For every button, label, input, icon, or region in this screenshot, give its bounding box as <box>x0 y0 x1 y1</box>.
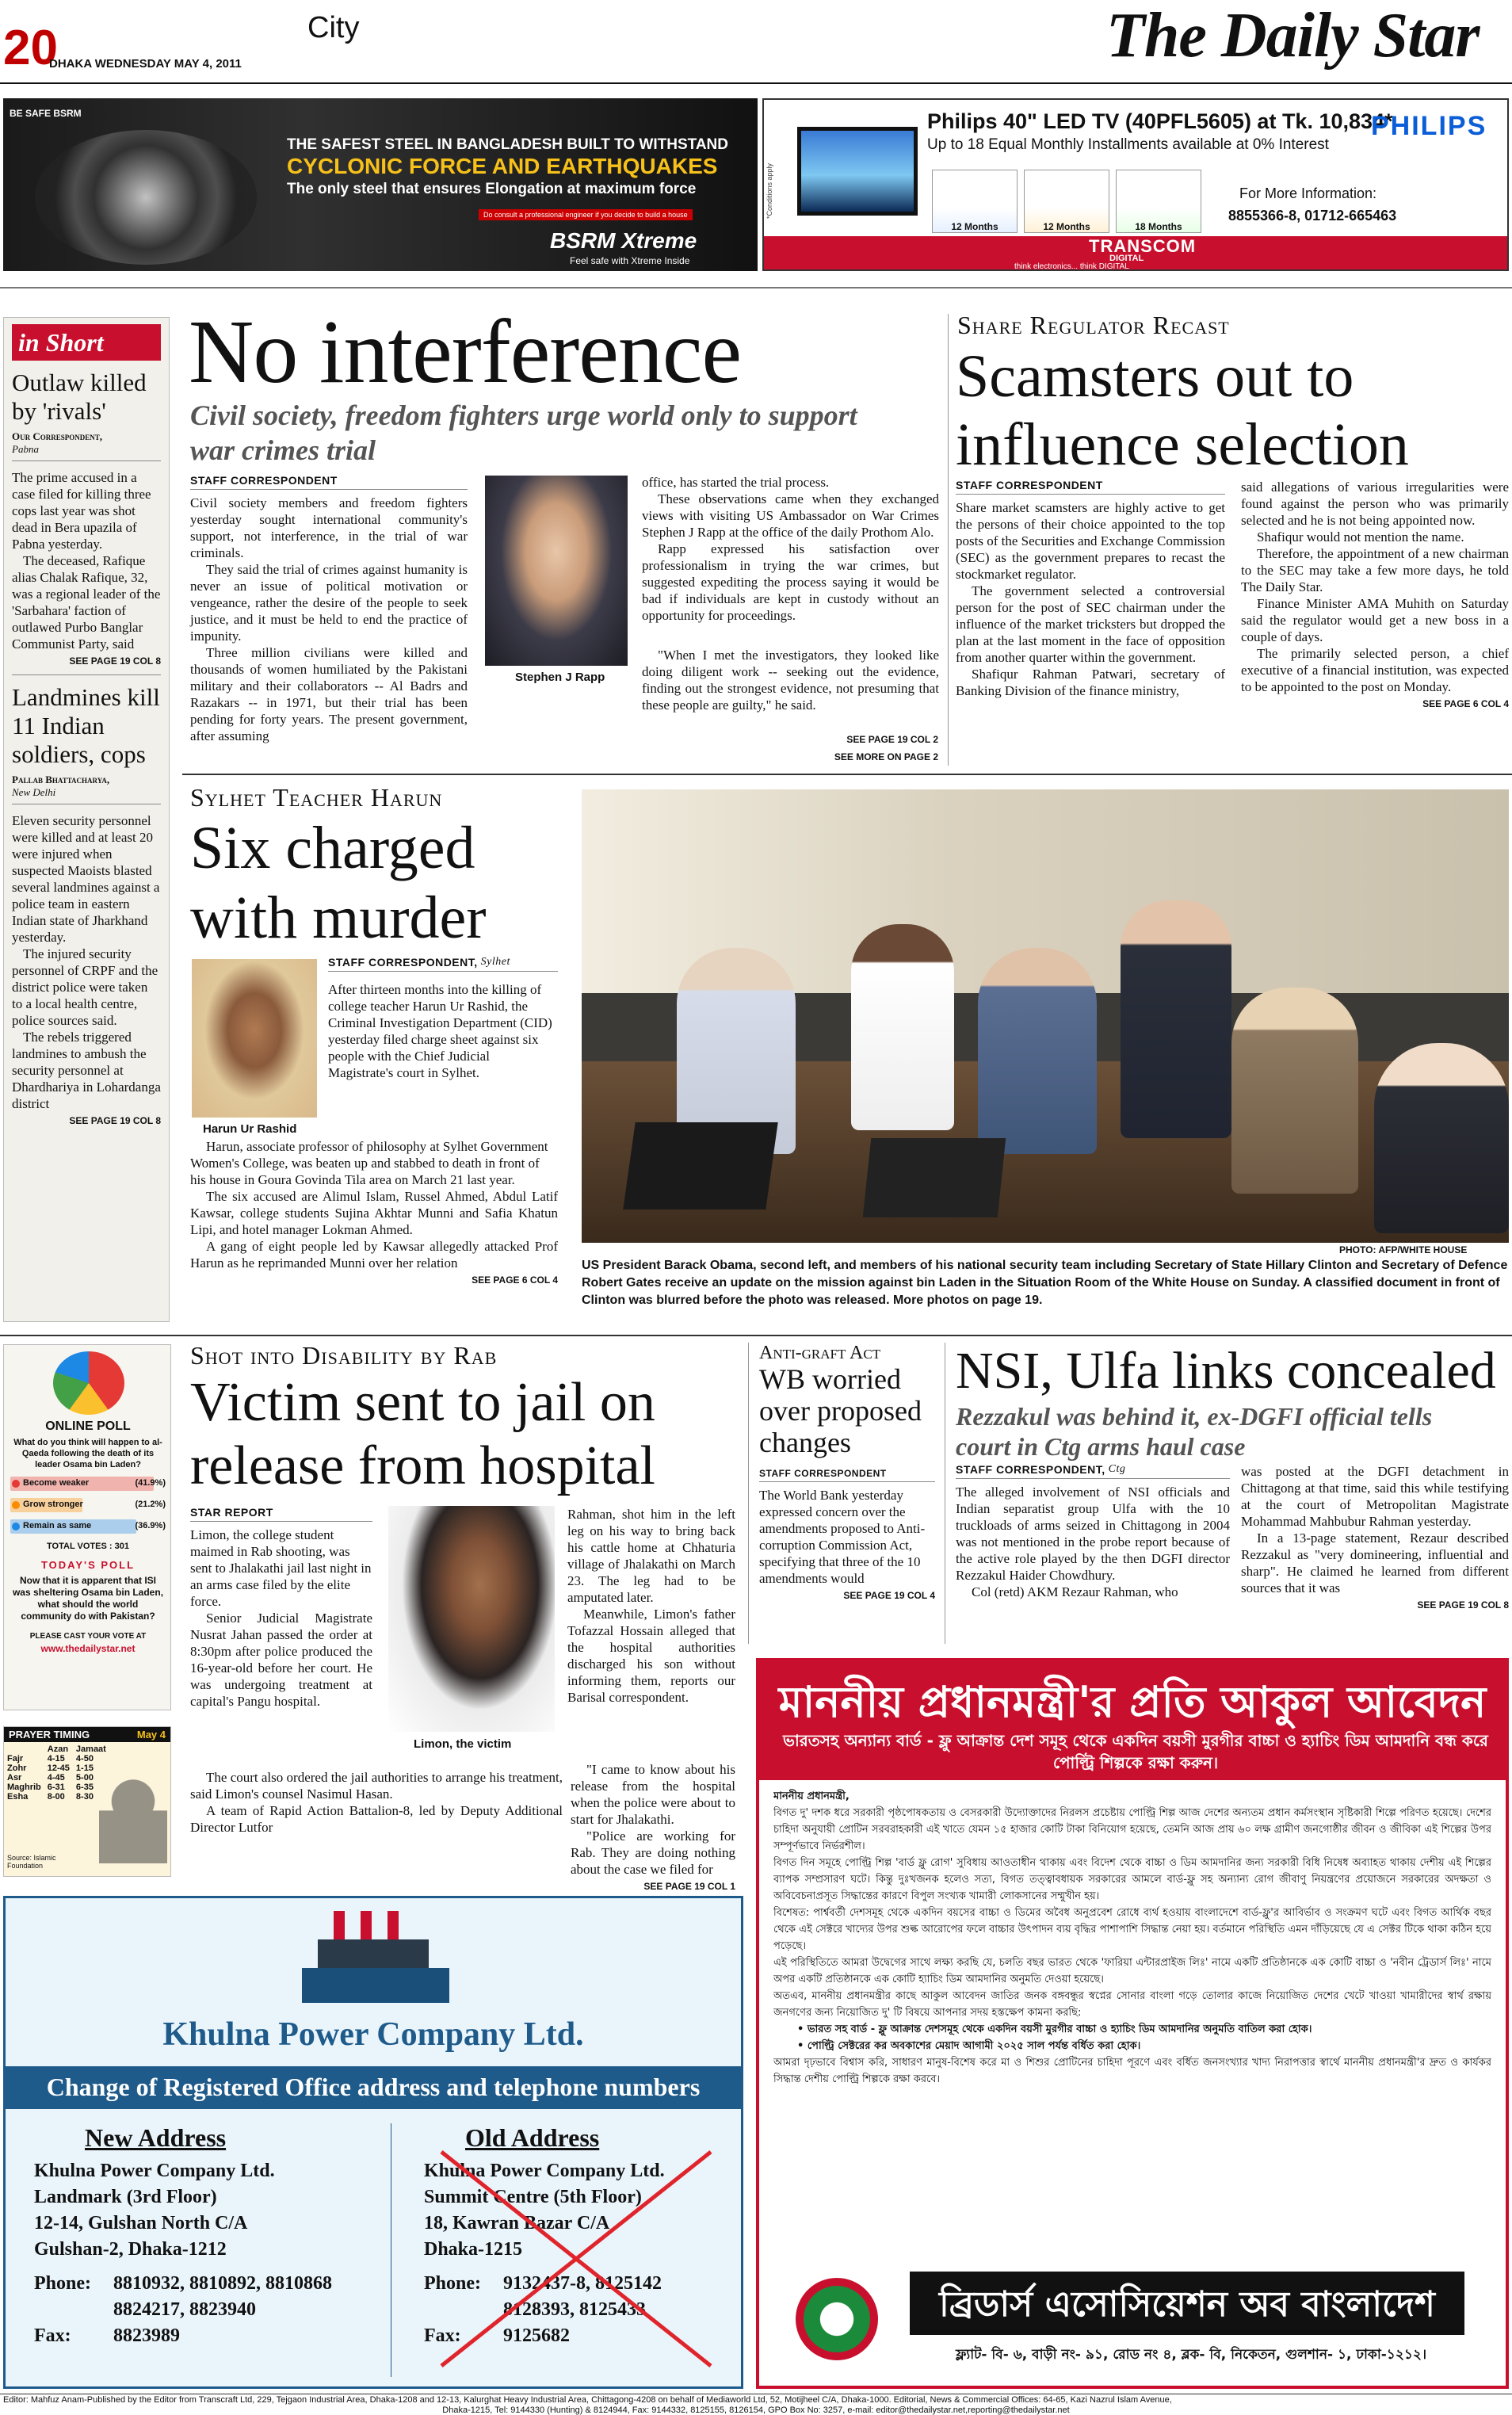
new-phone: Phone: 8810932, 8810892, 8810868 8824217, 8823940 Fax: 8823989 <box>34 2273 332 2346</box>
installment-badges <box>932 170 1201 233</box>
prayer-title-bar: PRAYER TIMING May 4 <box>4 1727 170 1742</box>
dateline: DHAKA WEDNESDAY MAY 4, 2011 <box>49 57 242 71</box>
paragraph: Therefore, the appointment of a new chairman to the SEC may take a few more days, he told The Daily Star. <box>1241 546 1509 594</box>
poll-total: TOTAL VOTES : 301 <box>47 1542 129 1551</box>
bsrm-line2: CYCLONIC FORCE AND EARTHQUAKES <box>287 154 718 178</box>
masthead-title: The Daily Star <box>1106 1 1480 71</box>
appeal-bullet: • ভারত সহ বার্ড - ফ্লু আক্রান্ত দেশসমূহ থেকে একদিন বয়সী মুরগীর বাচ্চা ও হ্যাচিং ডিম আমদানির অনুমতি বাতিল করা হোক। <box>797 2023 1312 2035</box>
paragraph: Shafiqur Rahman Patwari, secretary of Banking Division of the finance ministry, <box>956 667 1225 698</box>
rapp-photo <box>485 476 628 666</box>
philips-ad <box>762 98 1509 271</box>
philips-subline: Up to 18 Equal Monthly Installments available at 0% Interest <box>927 136 1329 153</box>
paragraph: এই পরিস্থিতিতে আমরা উদ্বেগের সাথে লক্ষ্য করছি যে, চলতি বছর ভারত থেকে 'ফারিয়া এন্টারপ্রাইজ লিঃ' নামে একটি প্রতিষ্ঠানকে এক কোটি বাচ্চা ও 'নবীন ট্রেডার্স লিঃ' নামে অপর একটি প্রতিষ্ঠানকে এক কোটি হ্যাচিং ডিম আমদানির অনুমতি দেওয়া হয়েছে। <box>773 1957 1491 1985</box>
prayer-row: Zohr 12-45 1-15 <box>7 1763 94 1773</box>
inshort-logo: in Short <box>12 324 161 361</box>
prayer-source: Source: Islamic Foundation <box>7 1854 56 1870</box>
poll-cta: PLEASE CAST YOUR VOTE AT <box>29 1632 147 1641</box>
prayer-row: Fajr 4-15 4-50 <box>7 1754 94 1763</box>
byline: Pallab Bhattacharya, <box>12 774 110 785</box>
masthead-rule <box>0 82 1512 84</box>
paragraph: Shafiqur would not mention the name. <box>1257 529 1464 545</box>
salutation: মাননীয় প্রধানমন্ত্রী, <box>773 1790 850 1802</box>
victim-col-1 <box>190 1506 372 1710</box>
harun-kicker: Sylhet Teacher Harun <box>190 783 443 812</box>
paragraph: The World Bank yesterday expressed concern over the amendments proposed to Anti-corruption Commission Act, specifying that three of the 10 amendments would <box>759 1488 926 1586</box>
victim-headline: Victim sent to jail on release from hospital <box>190 1372 656 1496</box>
jump-line: SEE PAGE 19 COL 8 <box>69 1115 161 1126</box>
scam-kicker: Share Regulator Recast <box>957 311 1230 339</box>
scam-headline: Scamsters out to influence selection <box>956 343 1409 478</box>
victim-kicker: Shot into Disability by Rab <box>190 1341 498 1370</box>
bsrm-ad <box>3 98 758 271</box>
poll-url-link[interactable]: www.thedailystar.net <box>40 1643 136 1654</box>
bangla-appeal-ad <box>756 1658 1509 2389</box>
paragraph: Share market scamsters are highly active to get the persons of their choice appointed to the top posts of the Securities and Exchange Commission (SEC) as the government prepares to recast the stockmarket regulator. <box>956 500 1225 582</box>
inshort-sidebar <box>3 317 170 1322</box>
paragraph: "When I met the investigators, they looked like doing diligent work -- seeking out the evidence, finding out the strongest evidence, not presuming that these people are guilty," he said. <box>642 648 939 713</box>
nsi-col-1 <box>956 1463 1230 1600</box>
paragraph: Finance Minister AMA Muhith on Saturday said the regulator would get a new boss in a couple of days. <box>1241 596 1509 644</box>
section-label: City <box>307 11 360 44</box>
paragraph: Three million civilians were killed and thousands of women humiliated by the Pakistani military and their collaborators -- Al Badrs and Razakars -- in 1971, but their trial has been pending for forty years. The present government, after assuming <box>190 645 468 743</box>
philips-conditions: *Conditions apply <box>766 162 773 219</box>
prayer-row: Esha 8-00 8-30 <box>7 1792 94 1802</box>
scam-col-1 <box>956 479 1225 699</box>
mosque-silhouette-icon <box>99 1775 167 1863</box>
poll-option <box>10 1477 166 1496</box>
harun-body <box>190 1138 558 1286</box>
section-rule <box>0 1335 1512 1336</box>
paragraph: The alleged involvement of NSI officials and Indian separatist group Ulfa with the 10 truckloads of arms seized in Chittagong in 2004 was not mentioned in the probe report because of the active role played by the then DGFI director Rezzakul Haider Chowdhury. <box>956 1485 1230 1583</box>
paragraph: অতএব, মাননীয় প্রধানমন্ত্রীর কাছে আকুল আবেদন জাতির জনক বঙ্গবন্ধুর স্বপ্নের সোনার বাংলা গড়ে তোলার কাজে নিয়োজিত দেশের খেটে খাওয়া খামারীদের স্বার্থ রক্ষায় জনগণের জন্য নিয়োজিত দু' টি বিষয়ে আপনার সদয় হস্তক্ষেপ কামনা করছি: <box>773 1990 1491 2019</box>
installment-badge: 18 Months <box>1116 170 1201 233</box>
photo-figure <box>851 924 954 1130</box>
paragraph: The rebels triggered landmines to ambush the security personnel at Dhardhariya in Lohardanga district <box>12 1030 161 1111</box>
byline: STAFF CORRESPONDENT <box>759 1468 935 1482</box>
jump-line: SEE PAGE 6 COL 4 <box>1422 698 1509 709</box>
swirl-graphic <box>35 130 257 265</box>
inshort-story-1 <box>12 369 161 667</box>
paragraph: office, has started the trial process. <box>642 475 830 490</box>
old-address-title: Old Address <box>465 2123 600 2152</box>
column-rule <box>948 314 949 766</box>
prayer-row: Maghrib 6-31 6-35 <box>7 1783 94 1792</box>
paragraph: Rapp expressed his satisfaction over professionalism in trying the war crimes, but suggested expediting the process saying it would be bad if individuals are kept in custody without an opportunity for proceedings. <box>642 541 939 623</box>
photo-figure <box>1374 1043 1509 1233</box>
photo-caption: Limon, the victim <box>414 1737 512 1751</box>
byline: STAFF CORRESPONDENT <box>956 479 1225 495</box>
wb-body <box>759 1468 935 1601</box>
lead-col-2a <box>642 474 939 624</box>
paragraph: The prime accused in a case filed for killing three cops last year was shot dead in Bera upazila of Pabna yesterday. <box>12 470 151 552</box>
byline: STAFF CORRESPONDENT, Ctg <box>956 1463 1230 1479</box>
inshort-story-2 <box>12 683 161 1126</box>
paragraph: The deceased, Rafique alias Chalak Rafique, 32, was a regional leader of the 'Sarbahara' faction of outlawed Purbo Banglar Communist Party, said <box>12 553 161 652</box>
poll-option-pct: (41.9%) <box>135 1478 166 1488</box>
poll-dot-icon <box>12 1480 20 1488</box>
khulna-power-ad <box>3 1896 743 2389</box>
org-address: ফ্ল্যাট- বি- ৬, বাড়ী নং- ৯১, রোড নং ৪, ব্লক- বি, নিকেতন, গুলশান- ১, ঢাকা-১২১২। <box>955 2347 1427 2363</box>
paragraph: Limon, the college student maimed in Rab shooting, was sent to Jhalakathi jail last night in an arms case filed by the elite force. <box>190 1527 372 1609</box>
poll-option-pct: (21.2%) <box>135 1500 166 1509</box>
paragraph: The injured security personnel of CRPF and the district police were taken to a local health centre, police sources said. <box>12 946 158 1028</box>
limon-photo <box>388 1506 555 1732</box>
paragraph: A team of Rapid Action Battalion-8, led by Deputy Additional Director Lutfor <box>190 1803 563 1835</box>
poll-results <box>10 1477 166 1541</box>
poll-title: ONLINE POLL <box>45 1420 131 1433</box>
poll-option-label: Become weaker <box>23 1478 90 1488</box>
prayer-timing <box>3 1726 171 1877</box>
philips-headline: Philips 40" LED TV (40PFL5605) at Tk. 10,834* <box>927 109 1393 133</box>
lead-col-2b <box>563 647 939 713</box>
paragraph: Eleven security personnel were killed and at least 20 were injured when suspected Maoists blasted several landmines against a police team in eastern Indian state of Jharkhand yesterday. <box>12 813 160 945</box>
paragraph: said allegations of various irregularities were found against the person who was primarily selected and he is not being appointed now. <box>1241 480 1509 528</box>
transcom-sub: DIGITAL <box>1109 254 1144 263</box>
imprint-line-2: Dhaka-1215, Tel: 9144330 (Hunting) & 8124944, Fax: 9144332, 8125155, 8126154, GPO Box No: 3257, e-mail: editor@thedailystar.net,reporting@thedailystar.net <box>442 2405 1070 2415</box>
org-name: ব্রিডার্স এসোসিয়েশন অব বাংলাদেশ <box>939 2284 1435 2325</box>
byline: STAFF CORRESPONDENT <box>190 474 468 490</box>
photo-credit: PHOTO: AFP/WHITE HOUSE <box>1339 1244 1468 1255</box>
ad-rule <box>0 287 1512 289</box>
paragraph: A gang of eight people led by Kawsar allegedly attacked Prof Harun as he reprimanded Munni over her relation <box>190 1239 558 1271</box>
poll-option <box>10 1519 166 1538</box>
online-poll <box>3 1344 171 1710</box>
byline: STAR REPORT <box>190 1506 372 1522</box>
harun-headline: Six charged with murder <box>190 815 487 951</box>
paragraph: বিগত দু' দশক ধরে সরকারী পৃষ্ঠপোষকতায় ও বেসরকারী উদ্যোক্তাদের নিরলস প্রচেষ্টায় পোল্ট্রি শিল্প আজ দেশের অন্যতম প্রধান কর্মসংস্থান সৃষ্টিকারী শিল্পে পরিণত হয়েছে। দেশের চাহিদা অনুযায়ী প্রোটিন সরবরাহকারী এই খাতে যেমন ১৫ হাজার কোটি টাকা বিনিয়োগ হয়েছে, তেমনি আজ প্রায় ৬০ লক্ষ গ্রামীণ জনগোষ্ঠীর জীবন ও জীবিকা এই শিল্পের উপর সম্পূর্ণভাবে নির্ভরশীল। <box>773 1807 1491 1852</box>
wb-headline: WB worried over proposed changes <box>759 1363 922 1458</box>
page-number: 20 <box>3 21 58 75</box>
headline: Outlaw killed by 'rivals' <box>12 369 147 425</box>
jump-line: SEE PAGE 6 COL 4 <box>472 1274 558 1286</box>
poll-option <box>10 1498 166 1517</box>
paragraph: After thirteen months into the killing of college teacher Harun Ur Rashid, the Criminal Investigation Department (CID) yesterday filed charge sheet against six people with the Chief Judicial Magistrate's court in Sylhet. <box>328 982 552 1080</box>
nsi-headline: NSI, Ulfa links concealed <box>956 1342 1496 1400</box>
poll-option-label: Grow stronger <box>23 1500 83 1509</box>
lead-deck: Civil society, freedom fighters urge world only to support war crimes trial <box>190 399 857 466</box>
headline: Landmines kill 11 Indian soldiers, cops <box>12 683 160 768</box>
lead-col-1 <box>190 474 468 744</box>
section-rule <box>182 774 1512 775</box>
prayer-row: Asr 4-45 5-00 <box>7 1773 94 1783</box>
bsrm-tagline: Feel safe with Xtreme Inside <box>570 255 690 266</box>
nsi-deck: Rezzakul was behind it, ex-DGFI official tells court in Ctg arms haul case <box>956 1402 1433 1461</box>
paragraph: Meanwhile, Limon's father Tofazzal Hossain alleged that the hospital authorities discharged his son without informing them, reports our Barisal correspondent. <box>567 1607 735 1705</box>
prayer-date: May 4 <box>136 1729 166 1741</box>
philips-brand: PHILIPS <box>1371 111 1487 141</box>
placeline: New Delhi <box>12 786 161 804</box>
photo-laptop <box>623 1122 777 1209</box>
paragraph: These observations came when they exchanged views with visiting US Ambassador on War Crimes Stephen J Rapp at the office of the daily Prothom Alo. <box>642 491 939 540</box>
today-poll-label: TODAY'S POLL <box>40 1559 136 1571</box>
association-seal-icon <box>796 2278 878 2360</box>
paragraph: The court also ordered the jail authorities to arrange his treatment, said Limon's counsel Nasimul Hasan. <box>190 1770 563 1802</box>
victim-col-2a <box>567 1506 735 1706</box>
philips-info-label: For More Information: <box>1239 185 1377 201</box>
appeal-bullet: • পোল্ট্রি সেক্টরের কর অবকাশের মেয়াদ আগামী ২০২৫ সাল পর্যন্ত বর্ধিত করা হোক। <box>797 2040 1141 2052</box>
poll-dot-icon <box>12 1523 20 1530</box>
nsi-col-2 <box>1241 1463 1509 1611</box>
paragraph: Rahman, shot him in the left leg on his way to bring back his cattle home at Chhaturia village of Jhalakathi on March 23. The leg had to be amputated later. <box>567 1507 735 1605</box>
today-poll-question: Now that it is apparent that ISI was sheltering Osama bin Laden, what should the world community do with Pakistan? <box>12 1575 164 1622</box>
paragraph: "Police are working for Rab. They are doing nothing about the case we filed for <box>571 1828 735 1877</box>
photo-figure <box>1121 900 1231 1138</box>
photo-figure <box>978 948 1097 1154</box>
poll-option-label: Remain as same <box>23 1521 92 1530</box>
new-address: Khulna Power Company Ltd. Landmark (3rd Floor) 12-14, Gulshan North C/A Gulshan-2, Dhaka-1212 <box>34 2161 275 2260</box>
tv-image <box>797 127 918 216</box>
poll-graphic-icon <box>53 1351 124 1415</box>
paragraph: Civil society members and freedom fighters yesterday sought international community's support, not interference, in the trial of war criminals. <box>190 495 468 560</box>
banner-text: Change of Registered Office address and telephone numbers <box>46 2073 701 2101</box>
imprint-line-1: Editor: Mahfuz Anam-Published by the Editor from Transcraft Ltd, 229, Tejgaon Industrial Area, Dhaka-1208 and 12-13, Kalurghat Heavy Industrial Area, Chittagong-4208 on behalf of Mediaworld Ltd, 52, Motijheel C/A, Dhaka-1000. Editorial, News & Commercial Offices: 64-65, Kazi Nazrul Islam Avenue, <box>3 2395 1172 2405</box>
old-phone: Phone: 9132437-8, 8125142 8128393, 8125433 Fax: 9125682 <box>424 2273 662 2346</box>
scam-col-2 <box>1241 479 1509 709</box>
paragraph: "I came to know about his release from the hospital when the police were about to start for Jhalakathi. <box>571 1762 735 1827</box>
paragraph: The six accused are Alimul Islam, Russel Ahmed, Abdul Latif Kawsar, college students Sujina Akhtar Munni and Safia Khatun Lipi, and hotel manager Lokman Ahmed. <box>190 1189 558 1237</box>
poll-dot-icon <box>12 1501 20 1509</box>
placeline: Pabna <box>12 443 161 461</box>
bsrm-line4: Do consult a professional engineer if you decide to build a house <box>479 209 693 220</box>
paragraph: was posted at the DGFI detachment in Chittagong at that time, said this while testifying at the court of Metropolitan Magistrate Mohammad Mahbubur Rahman yesterday. <box>1241 1464 1509 1529</box>
cross-out-mark <box>426 2144 727 2374</box>
power-plant-logo-icon <box>302 1908 449 2003</box>
victim-col-2b <box>491 1761 735 1892</box>
bsrm-logo: BSRM Xtreme <box>550 228 697 253</box>
lead-headline: No interference <box>189 301 742 402</box>
paragraph: Col (retd) AKM Rezaur Rahman, who <box>972 1584 1178 1599</box>
bsrm-line3: The only steel that ensures Elongation at maximum force <box>287 181 697 197</box>
company-name: Khulna Power Company Ltd. <box>162 2016 584 2053</box>
main-photo-caption: US President Barack Obama, second left, and members of his national security team including Secretary of State Hillary Clinton and Secretary of Defence Robert Gates receive an update on the mission against bin Laden in the Situation Room of the White House on Sunday. A classified document in front of Clinton was blurred before the photo was released. More photos on page 19. <box>582 1259 1508 1307</box>
prayer-table: Azan Jamaat Fajr 4-15 4-50 Zohr 12-45 1-15 Asr 4-45 5-00 Maghrib 6-31 6-35 Esha 8-00 8-30 <box>7 1744 106 1802</box>
paragraph: They said the trial of crimes against humanity is never an issue of political motivation or vengeance, rather the desire of the people to seek justice, and it must be held to end the practice of impunity. <box>190 562 468 644</box>
old-address: Khulna Power Company Ltd. Summit Centre (5th Floor) 18, Kawran Bazar C/A Dhaka-1215 <box>424 2161 665 2260</box>
transcom-logo: TRANSCOM <box>1089 236 1197 256</box>
installment-badge: 12 Months <box>1024 170 1109 233</box>
paragraph: The government selected a controversial person for the post of SEC chairman under the influence of the market tricksters but dropped the plan at the last moment in the face of opposition from another quarter within the government. <box>956 583 1225 665</box>
bsrm-line1: THE SAFEST STEEL IN BANGLADESH BUILT TO WITHSTAND <box>287 136 728 153</box>
philips-phones: 8855366-8, 01712-665463 <box>1228 208 1397 224</box>
paragraph: The primarily selected person, a chief executive of a financial institution, was expected to be appointed to the post on Monday. <box>1241 646 1509 694</box>
transcom-tagline: think electronics... think DIGITAL <box>1014 262 1129 271</box>
byline: STAFF CORRESPONDENT, Sylhet <box>328 956 558 972</box>
jump-line: SEE PAGE 19 COL 8 <box>1417 1599 1509 1611</box>
paragraph: আমরা দৃঢ়ভাবে বিশ্বাস করি, সাধারণ মানুষ-বিশেষ করে মা ও শিশুর প্রোটিনের চাহিদা পূরণে এবং বর্ধিত জনসংখ্যার খাদ্য নিরাপত্তার স্বার্থে মাননীয় প্রধানমন্ত্রী'র দ্রুত ও কার্যকর সিদ্ধান্ত দেশীয় পোল্ট্রি শিল্পকে রক্ষা করবে। <box>773 2057 1491 2085</box>
appeal-subtitle: ভারতসহ অন্যান্য বার্ড - ফ্লু আক্রান্ত দেশ সমূহ থেকে একদিন বয়সী মুরগীর বাচ্চা ও হ্যাচিং ডিম আমদানি বন্ধ করে পোল্ট্রি শিল্পকে রক্ষা করুন। <box>783 1731 1488 1772</box>
paragraph: বিশেষত: পার্শ্ববর্তী দেশসমূহ থেকে একদিন বয়সের বাচ্চা ও ডিমের অবৈধ অনুপ্রবেশ রোধে ব্যর্থ হওয়ায় বাংলাদেশে বার্ড-ফ্লু'র আবির্ভাব ও সংক্রমণ ঘটে এবং বিগত আর্থিক বছর থেকে এই সেক্টরে খাদ্যের উপর শুল্ক আরোপের ফলে বাচ্চার উৎপাদন ব্যয় বৃদ্ধির পাশাপাশি সিদ্ধান্ত নেয়া হয়। বর্তমানে পরিস্থিতি এমন দাঁড়িয়েছে যে এ সেক্টর টিকে থাকা কঠিন হয়ে পড়েছে। <box>773 1907 1491 1952</box>
installment-badge: 12 Months <box>932 170 1018 233</box>
harun-photo <box>192 959 317 1118</box>
jump-line: SEE PAGE 19 COL 4 <box>843 1590 935 1601</box>
harun-body-top <box>328 981 558 1081</box>
jump-line: SEE PAGE 19 COL 2 <box>846 734 938 745</box>
jump-line: SEE PAGE 19 COL 8 <box>69 655 161 667</box>
harun-byline-block <box>328 956 558 976</box>
paragraph: Harun, associate professor of philosophy at Sylhet Government Women's College, was beaten up and stabbed to death in front of his house in Goura Govinda Tila area on March 21 last year. <box>190 1139 548 1187</box>
paragraph: In a 13-page statement, Rezaur described Rezzakul as "very domineering, influential and sharp". He claimed he learned from different sources that it was <box>1241 1530 1509 1595</box>
new-address-title: New Address <box>85 2123 227 2152</box>
photo-caption: Harun Ur Rashid <box>203 1122 297 1136</box>
poll-option-pct: (36.9%) <box>135 1521 166 1530</box>
paragraph: Senior Judicial Magistrate Nusrat Jahan passed the order at 8:30pm after police produced the 16-year-old before her court. He was undergoing treatment at capital's Pangu hospital. <box>190 1611 372 1709</box>
jump-line: SEE MORE ON PAGE 2 <box>834 751 938 762</box>
paragraph: বিগত দিন সমূহে পোল্ট্রি শিল্প 'বার্ড ফ্লু রোগ' সুবিধায় আওতাধীন থাকায় এবং বিদেশ থেকে বাচ্চা ও ডিম আমদানির জন্য সরকারী বিধি নিষেধ অব্যাহত থাকায় দেশীয় এই শিল্পের ব্যাপক সম্প্রসারণ ঘটে। কিন্তু দুঃখজনক হলেও সত্য, বিগত তত্ত্বাবধায়ক সরকারের আমলে বার্ড-ফ্লু সহ অন্যান্য রোগ জীবাণু নিয়ন্ত্রণের প্রয়োজনে সরকারের অদক্ষতা ও অবিবেচনাপ্রসূত সিদ্ধান্তের কারণে বিপুল সংখ্যক খামারী লোকসানের সম্মুখীন হয়। <box>773 1857 1491 1902</box>
wb-kicker: Anti-graft Act <box>759 1343 881 1363</box>
poll-question: What do you think will happen to al-Qaeda following the death of its leader Osama bin Laden? <box>13 1438 162 1469</box>
photo-figure <box>1231 988 1358 1194</box>
photo-caption: Stephen J Rapp <box>515 671 605 684</box>
bsrm-brand-top: BE SAFE BSRM <box>10 108 82 119</box>
column-rule <box>748 1343 749 1644</box>
appeal-body <box>773 1788 1491 2264</box>
situation-room-photo <box>582 789 1509 1243</box>
jump-line: SEE PAGE 19 COL 1 <box>643 1881 735 1892</box>
byline: Our Correspondent, <box>12 430 103 442</box>
appeal-title: মাননীয় প্রধানমন্ত্রী'র প্রতি আকুল আবেদন <box>778 1677 1487 1727</box>
photo-laptop <box>863 1138 1006 1217</box>
